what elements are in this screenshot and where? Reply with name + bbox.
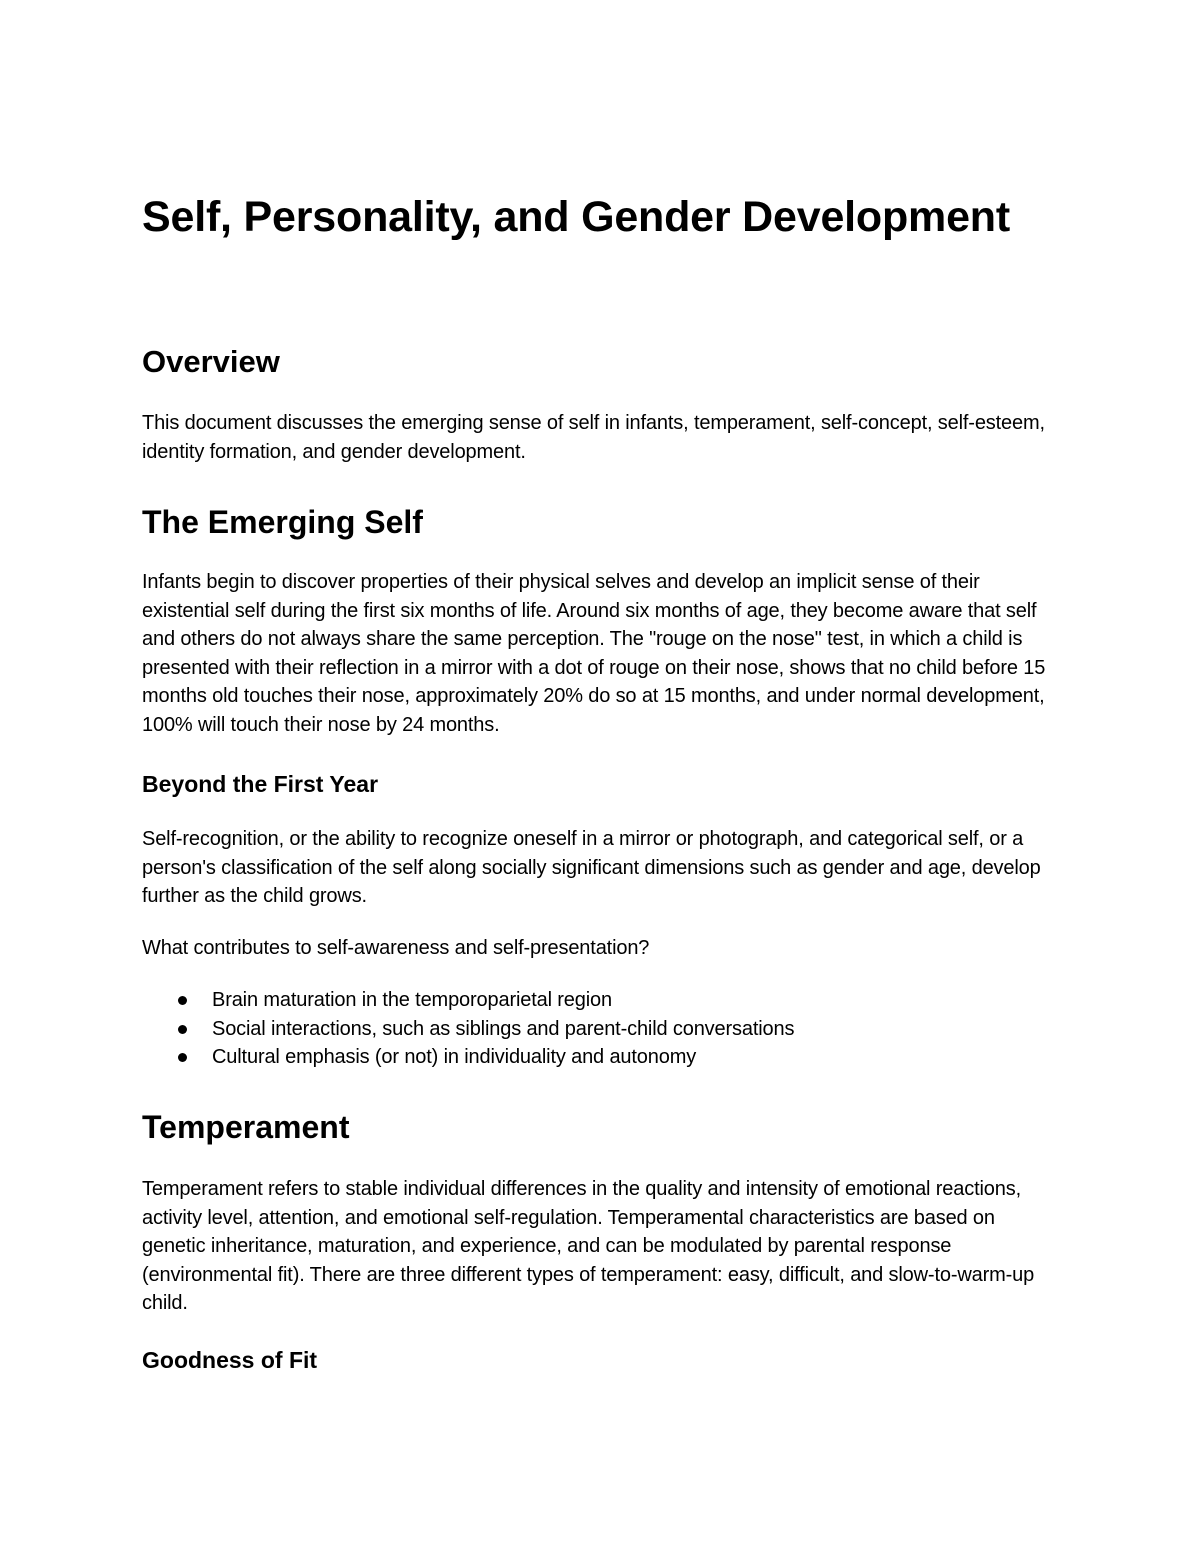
emerging-self-paragraph: Infants begin to discover properties of their physical selves and develop an implicit sense of their existential self during the first six months of life. Around six months of age, they become aware that self and others do not always share the same perception. The "rouge on the nose" test, in which a child is presented with their reflection in a mirror with a dot of rouge on their nose, shows that no child before 15 months old touches their nose, approximately 20% do so at 15 months, and under normal development, 100% will touch their nose by 24 months. bbox=[142, 571, 1046, 736]
bullet-icon bbox=[178, 1053, 187, 1062]
bullet-icon bbox=[178, 1025, 187, 1034]
bullet-icon bbox=[178, 996, 187, 1005]
list-item-text: Social interactions, such as siblings and parent-child conversations bbox=[212, 1017, 795, 1040]
emerging-self-heading: The Emerging Self bbox=[142, 504, 423, 540]
overview-paragraph: This document discusses the emerging sense of self in infants, temperament, self-concept, self-esteem, identity formation, and gender development. bbox=[142, 412, 1045, 463]
goodness-of-fit-heading: Goodness of Fit bbox=[142, 1347, 318, 1373]
overview-heading: Overview bbox=[142, 344, 280, 379]
list-item-text: Brain maturation in the temporoparietal region bbox=[212, 989, 612, 1011]
temperament-paragraph: Temperament refers to stable individual differences in the quality and intensity of emotional reactions, activity level, attention, and emotional self-regulation. Temperamental characteristics are based on genetic inheritance, maturation, and experience, and can be modulated by parental response (environmental fit). There are three different types of temperament: easy, difficult, and slow-to-warm-up child. bbox=[142, 1178, 1035, 1314]
document-title: Self, Personality, and Gender Development bbox=[142, 193, 1010, 241]
contributors-list bbox=[142, 986, 1062, 1072]
self-awareness-question: What contributes to self-awareness and self-presentation? bbox=[142, 937, 650, 959]
beyond-first-year-paragraph: Self-recognition, or the ability to recognize oneself in a mirror or photograph, and categorical self, or a person's classification of the self along socially significant dimensions such as gender and age, develop further as the child grows. bbox=[142, 828, 1041, 907]
beyond-first-year-heading: Beyond the First Year bbox=[142, 771, 379, 797]
list-item bbox=[142, 986, 1062, 1015]
list-item bbox=[142, 1015, 1062, 1044]
list-item bbox=[142, 1043, 1062, 1072]
temperament-heading: Temperament bbox=[142, 1109, 350, 1145]
list-item-text: Cultural emphasis (or not) in individuality and autonomy bbox=[212, 1046, 697, 1068]
